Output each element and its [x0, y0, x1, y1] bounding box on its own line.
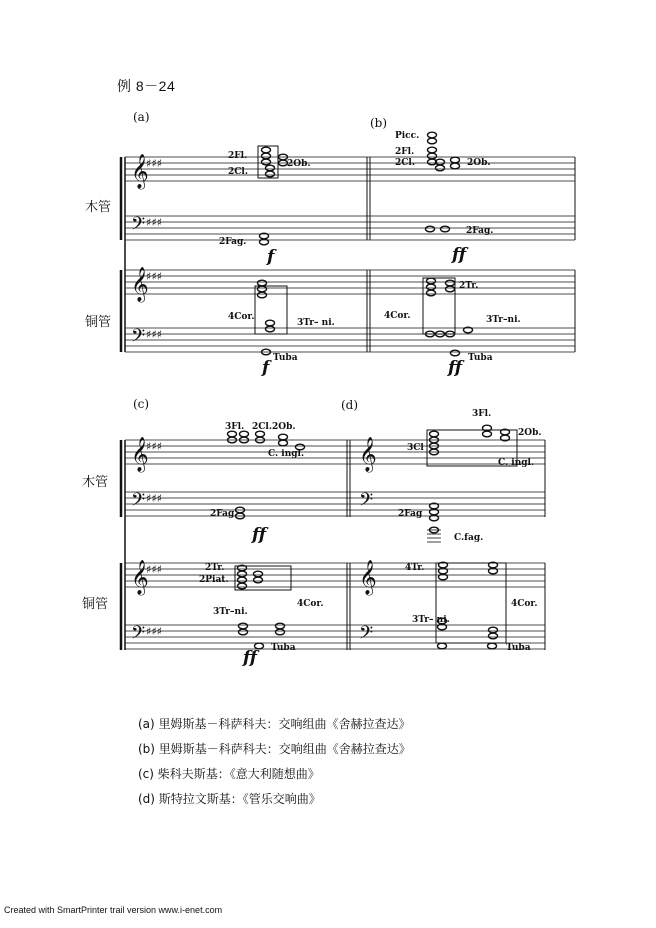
inst-b-tr: 2Tr.: [459, 281, 479, 291]
d-tuba-1: [438, 643, 447, 649]
c-tr-note-2: [238, 577, 247, 583]
woodwind-group-label-2: 木管: [82, 475, 109, 490]
inst-b-ob: 2Ob.: [467, 158, 491, 168]
b-fl-note-1: [428, 153, 437, 159]
inst-c-tr: 2Tr.: [205, 563, 225, 573]
s1-wood-bass-clef: 𝄢: [131, 214, 146, 239]
a-cor-note-2: [258, 292, 267, 298]
caption-c: (c) 柴科夫斯基：《意大利随想曲》: [138, 767, 320, 781]
inst-d-tr: 4Tr.: [405, 563, 425, 573]
b-ob-note-0: [451, 157, 460, 163]
caption-d: (d) 斯特拉文斯基：《管乐交响曲》: [138, 792, 321, 806]
s2-brass-bass-clef: 𝄢: [131, 623, 146, 648]
b-picc-note-1: [428, 138, 437, 144]
inst-c-piat: 2Piat.: [199, 575, 229, 585]
inst-a-fl: 2Fl.: [228, 151, 248, 161]
c-cl-note-0: [240, 431, 249, 437]
a-cl-note-1: [266, 171, 275, 177]
s2-wood-bass-clef-d: 𝄢: [359, 490, 374, 515]
s1-brass-treble-key: ♯♯♯: [146, 270, 162, 283]
inst-c-cingl: C. ingl.: [268, 449, 305, 459]
b-tr-note-0: [446, 280, 455, 286]
inst-d-trni: 3Tr– ni.: [412, 615, 450, 625]
c-piat-note-0: [254, 571, 263, 577]
b-cor-note-2: [427, 290, 436, 296]
s2-wood-treble-clef-d: 𝄞: [359, 437, 377, 472]
example-b-label: (b): [370, 116, 388, 130]
d-tuba-2: [488, 643, 497, 649]
inst-c-cor: 4Cor.: [297, 599, 324, 609]
b-cor-note-1: [427, 284, 436, 290]
c-ob-note-0: [279, 434, 288, 440]
example-c-label: (c): [133, 397, 150, 411]
a-fl-note-0: [262, 147, 271, 153]
inst-a-cor: 4Cor.: [228, 312, 255, 322]
inst-c-fl: 3Fl.: [225, 422, 245, 432]
dynamic-c-brass: ff: [243, 648, 258, 668]
inst-c-trni: 3Tr–ni.: [213, 607, 248, 617]
c-ob-note-1: [279, 440, 288, 446]
s2-brass-treble-clef: 𝄞: [131, 560, 149, 595]
c-cl2-note-0: [256, 431, 265, 437]
a-trni-note-0: [266, 320, 275, 326]
c-cor-note-1: [276, 629, 285, 635]
a-cor-note-0: [258, 280, 267, 286]
dynamic-c-wood: ff: [252, 525, 267, 545]
s1-wood-treble-key: ♯♯♯: [146, 157, 162, 170]
inst-a-tuba: Tuba: [273, 353, 298, 363]
a-cor-note-1: [258, 286, 267, 292]
caption-a: (a) 里姆斯基－科萨科夫：交响组曲《舍赫拉查达》: [138, 717, 411, 731]
b-fl-note-0: [428, 147, 437, 153]
c-trni-note-1: [239, 629, 248, 635]
s1-brass-bass-key: ♯♯♯: [146, 328, 162, 341]
caption-b: (b) 里姆斯基－科萨科夫：交响组曲《舍赫拉查达》: [138, 742, 411, 756]
brass-group-label-2: 铜管: [82, 597, 109, 612]
c-cor-note-0: [276, 623, 285, 629]
b-cor-note-0: [427, 278, 436, 284]
brass-group-label-1: 铜管: [85, 315, 112, 330]
inst-d-fl: 3Fl.: [472, 409, 492, 419]
c-piat-note-1: [254, 577, 263, 583]
inst-b-picc: Picc.: [395, 131, 420, 141]
s2-wood-treble-key: ♯♯♯: [146, 440, 162, 453]
inst-c-fag: 2Fag.: [210, 509, 238, 519]
d-cor2-note-0: [489, 627, 498, 633]
footer-watermark: Created with SmartPrinter trail version www.i-enet.com: [4, 905, 223, 915]
s1-brass-bass-clef: 𝄢: [131, 326, 146, 351]
a-trni-note-1: [266, 326, 275, 332]
a-fl-note-2: [262, 159, 271, 165]
d-cor2-note-1: [489, 633, 498, 639]
inst-b-fl: 2Fl.: [395, 147, 415, 157]
b-fag-1: [426, 226, 435, 232]
a-cl-note-0: [266, 165, 275, 171]
inst-b-tuba: Tuba: [468, 353, 493, 363]
s2-wood-bass-key: ♯♯♯: [146, 492, 162, 505]
b-picc-note-0: [428, 132, 437, 138]
s2-brass-bass-key: ♯♯♯: [146, 625, 162, 638]
inst-a-cl: 2Cl.: [228, 167, 248, 177]
woodwind-group-label-1: 木管: [85, 200, 112, 215]
inst-d-cor: 4Cor.: [511, 599, 538, 609]
inst-d-cl: 3Cl: [407, 443, 424, 453]
example-title: 例 8－24: [117, 78, 176, 94]
s1-wood-bass-key: ♯♯♯: [146, 216, 162, 229]
inst-a-trni: 3Tr– ni.: [297, 318, 335, 328]
b-tuba: [451, 350, 460, 356]
inst-c-cl: 2Cl.: [252, 422, 272, 432]
inst-b-trni: 3Tr–ni.: [486, 315, 521, 325]
inst-d-tuba: Tuba: [506, 643, 531, 653]
d-fl-note-1: [483, 431, 492, 437]
s2-wood-treble-clef: 𝄞: [131, 437, 149, 472]
s2-wood-bass-clef: 𝄢: [131, 490, 146, 515]
s1-wood-treble-clef: 𝄞: [131, 154, 149, 189]
example-d-label: (d): [341, 398, 359, 412]
inst-b-cl: 2Cl.: [395, 158, 415, 168]
c-fl-note-0: [228, 431, 237, 437]
s2-brass-treble-key: ♯♯♯: [146, 563, 162, 576]
inst-d-cingl: C. ingl.: [498, 458, 535, 468]
c-tr-note-1: [238, 571, 247, 577]
c-tr-note-3: [238, 583, 247, 589]
s2-brass-bass-clef-d: 𝄢: [359, 623, 374, 648]
dynamic-b-wood: ff: [452, 245, 467, 265]
c-trni-note-0: [239, 623, 248, 629]
dynamic-b-brass: ff: [448, 358, 463, 378]
dynamic-a-brass: f: [262, 358, 270, 378]
b-ob-note-1: [451, 163, 460, 169]
inst-b-fag: 2Fag.: [466, 226, 494, 236]
example-a-label: (a): [133, 110, 150, 124]
inst-d-fag: 2Fag: [398, 509, 423, 519]
inst-a-ob: 2Ob.: [287, 159, 311, 169]
inst-d-cfag: C.fag.: [454, 533, 484, 543]
s1-brass-treble-clef: 𝄞: [131, 267, 149, 302]
d-cl-note-0: [430, 431, 439, 437]
inst-a-fag: 2Fag.: [219, 237, 247, 247]
b-cl-note-1: [436, 165, 445, 171]
c-brass-bracket: [235, 566, 291, 590]
inst-d-ob: 2Ob.: [518, 428, 542, 438]
b-fag-2: [441, 226, 450, 232]
b-tr-note-1: [446, 286, 455, 292]
inst-c-ob: 2Ob.: [272, 422, 296, 432]
s2-brass-treble-clef-d: 𝄞: [359, 560, 377, 595]
a-fl-note-1: [262, 153, 271, 159]
inst-b-cor: 4Cor.: [384, 311, 411, 321]
inst-c-tuba: Tuba: [271, 643, 296, 653]
dynamic-a-wood: f: [267, 247, 275, 267]
